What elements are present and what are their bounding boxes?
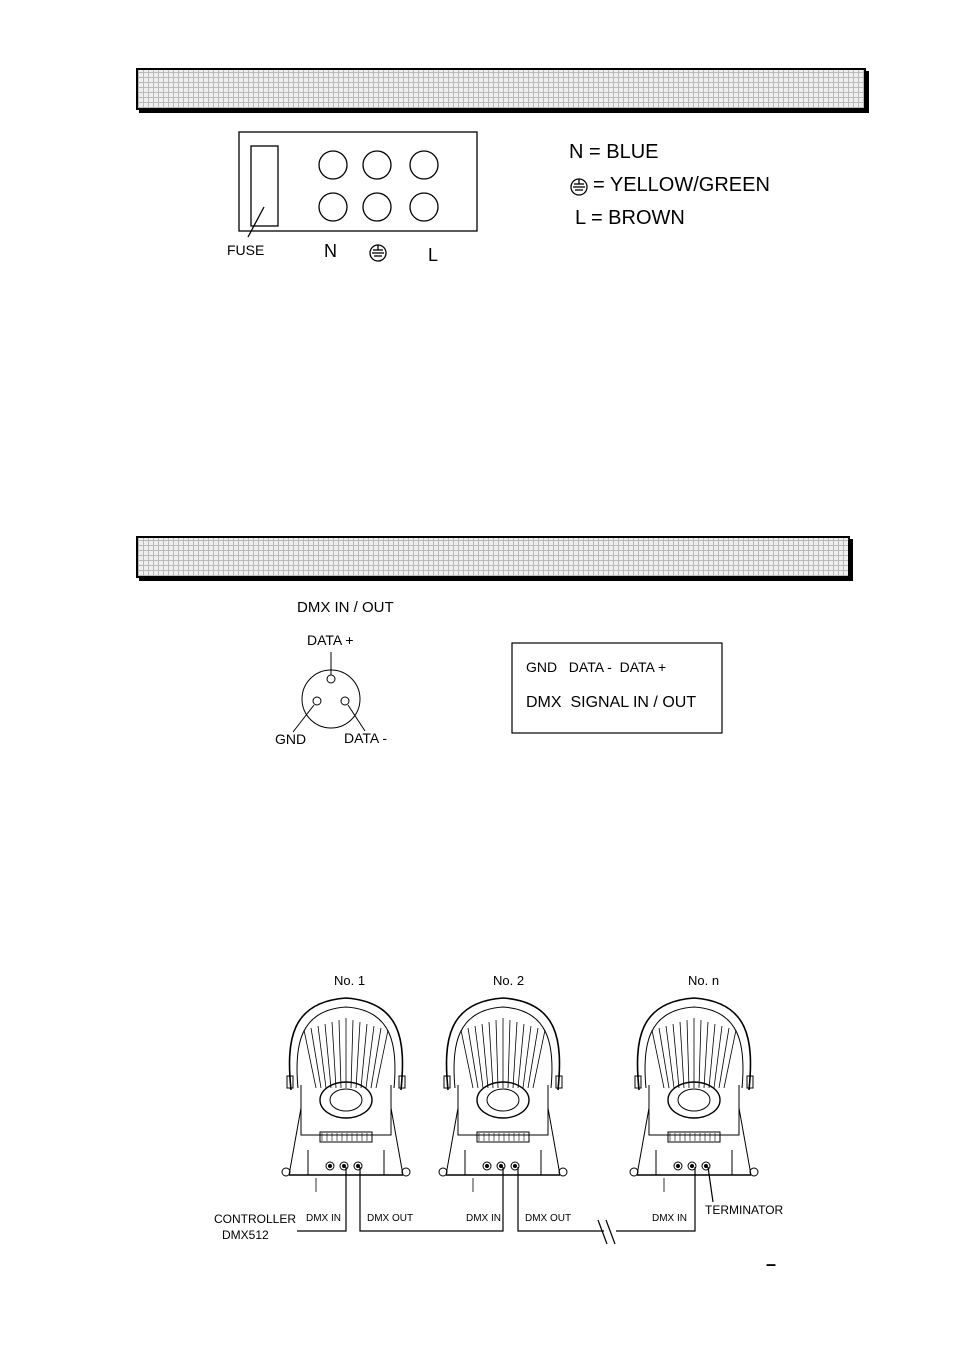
dmx-out-label: DMX OUT: [525, 1213, 572, 1224]
terminator-leader: [708, 1167, 713, 1202]
panel-signal-label: DMX SIGNAL IN / OUT: [526, 694, 697, 711]
terminal-n-label: N: [324, 241, 337, 261]
footer-mark: –: [766, 1254, 777, 1274]
fixture-chain: [282, 998, 758, 1192]
dmx-in-label: DMX IN: [306, 1213, 341, 1224]
break-mark: [598, 1220, 607, 1244]
dmx-out-label: DMX OUT: [367, 1213, 414, 1224]
legend-l: L = BROWN: [575, 207, 685, 229]
fuse-label: FUSE: [227, 242, 265, 258]
fixture-3: [630, 998, 758, 1192]
legend-n: N = BLUE: [569, 141, 659, 163]
power-terminal-block: [239, 132, 587, 261]
break-mark: [606, 1220, 615, 1244]
dmx-in-label: DMX IN: [466, 1213, 501, 1224]
dmx-in-label: DMX IN: [652, 1213, 687, 1224]
fuse-holder: [251, 146, 278, 226]
panel-pins-label: GND DATA - DATA +: [526, 659, 667, 675]
legend-earth: = YELLOW/GREEN: [593, 174, 770, 196]
controller-label: CONTROLLER: [214, 1212, 297, 1226]
dmx-title: DMX IN / OUT: [297, 599, 394, 616]
pin-gnd-label: GND: [275, 731, 307, 747]
fixture-2: [439, 998, 567, 1192]
pin-data-minus-label: DATA -: [344, 730, 388, 746]
earth-icon: [370, 245, 386, 261]
earth-icon: [571, 179, 587, 195]
pin-data-plus-label: DATA +: [307, 632, 354, 648]
controller-model-label: DMX512: [222, 1228, 269, 1242]
unit-label-1: No. 1: [334, 973, 366, 988]
dmx-wiring: [297, 1167, 713, 1244]
terminal-l-label: L: [428, 245, 439, 265]
fixture-1: [282, 998, 410, 1192]
terminator-label: TERMINATOR: [705, 1203, 784, 1217]
xlr-connector: [293, 652, 365, 732]
unit-label-n: No. n: [688, 973, 720, 988]
dmx-signal-panel: [512, 643, 722, 733]
unit-label-2: No. 2: [493, 973, 525, 988]
